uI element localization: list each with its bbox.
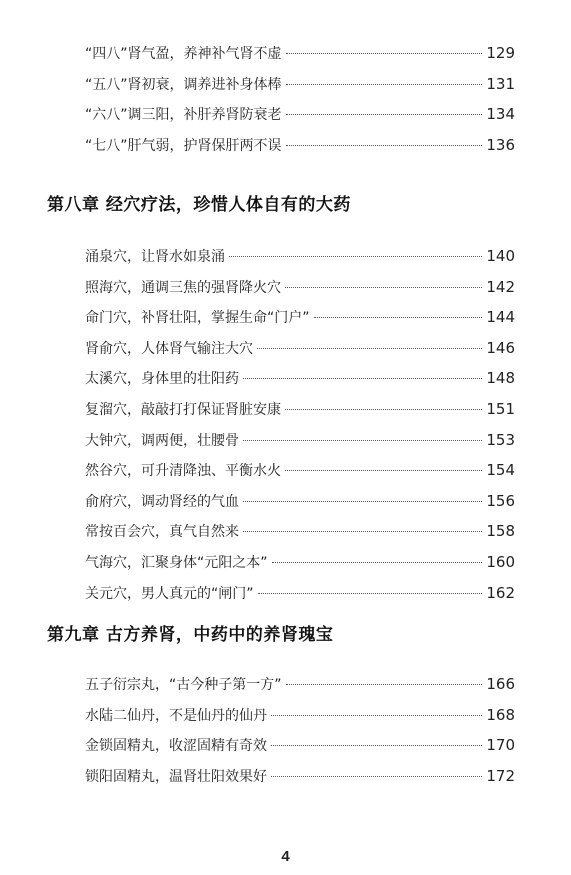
toc-entry-title: 涌泉穴，让肾水如泉涌 — [85, 249, 225, 265]
toc-entry-page: 172 — [486, 766, 515, 785]
toc-entry-title: 五子衍宗丸，“古今种子第一方” — [85, 677, 282, 693]
toc-entry-title: 命门穴，补肾壮阳，掌握生命“门户” — [85, 310, 310, 327]
dot-leader — [314, 317, 483, 318]
toc-group-2 — [85, 241, 515, 608]
toc-group-1 — [85, 38, 515, 160]
dot-leader — [243, 531, 482, 532]
toc-entry-title: “四八”肾气盈，养神补气肾不虚 — [85, 46, 282, 62]
toc-entry-page: 162 — [486, 583, 515, 602]
toc-entry-page: 134 — [486, 105, 515, 124]
toc-entry-page: 129 — [486, 44, 515, 62]
toc-entry-title: 然谷穴，可升清降浊、平衡水火 — [85, 463, 281, 480]
toc-entry[interactable] — [85, 272, 515, 303]
toc-entry-page: 140 — [486, 247, 515, 265]
dot-leader — [285, 470, 482, 471]
toc-entry-page: 154 — [486, 461, 515, 480]
toc-entry[interactable] — [85, 425, 515, 456]
toc-entry-page: 156 — [486, 491, 515, 510]
toc-entry-title: 复溜穴，敲敲打打保证肾脏安康 — [85, 401, 281, 418]
toc-entry[interactable] — [85, 38, 515, 69]
dot-leader — [285, 409, 482, 410]
toc-entry-page: 160 — [486, 552, 515, 571]
dot-leader — [229, 256, 482, 257]
dot-leader — [286, 684, 483, 685]
toc-entry[interactable] — [85, 578, 515, 609]
toc-entry-title: 俞府穴，调动肾经的气血 — [85, 493, 239, 510]
page-number: 4 — [281, 848, 290, 865]
dot-leader — [258, 593, 483, 594]
toc-entry-page: 136 — [486, 135, 515, 154]
toc-entry-title: 锁阳固精丸，温肾壮阳效果好 — [85, 768, 267, 785]
dot-leader — [257, 348, 482, 349]
dot-leader — [286, 114, 483, 115]
toc-entry-page: 144 — [486, 308, 515, 327]
toc-entry[interactable] — [85, 516, 515, 547]
dot-leader — [243, 440, 482, 441]
toc-entry[interactable] — [85, 241, 515, 272]
toc-entry-page: 158 — [486, 522, 515, 541]
toc-entry-page: 146 — [486, 338, 515, 357]
dot-leader — [286, 84, 483, 85]
toc-entry[interactable] — [85, 333, 515, 364]
toc-entry[interactable] — [85, 730, 515, 761]
dot-leader — [271, 776, 482, 777]
toc-entry-title: 太溪穴，身体里的壮阳药 — [85, 371, 239, 388]
toc-entry[interactable] — [85, 486, 515, 517]
toc-entry-page: 148 — [486, 369, 515, 388]
toc-entry[interactable] — [85, 669, 515, 700]
toc-entry[interactable] — [85, 99, 515, 130]
dot-leader — [243, 378, 482, 379]
toc-entry-page: 131 — [486, 74, 515, 93]
toc-entry-title: 照海穴，通调三焦的强肾降火穴 — [85, 279, 281, 296]
dot-leader — [271, 715, 482, 716]
dot-leader — [271, 745, 482, 746]
toc-entry-page: 142 — [486, 277, 515, 296]
toc-entry[interactable] — [85, 455, 515, 486]
toc-entry-title: 肾俞穴，人体肾气输注大穴 — [85, 340, 253, 357]
toc-entry-title: “五八”肾初衰，调养进补身体棒 — [85, 76, 282, 93]
dot-leader — [286, 145, 483, 146]
chapter-heading[interactable]: 第八章 经穴疗法，珍惜人体自有的大药 — [47, 195, 351, 215]
toc-entry[interactable] — [85, 302, 515, 333]
toc-entry-page: 151 — [486, 399, 515, 418]
toc-entry[interactable] — [85, 700, 515, 731]
toc-entry[interactable] — [85, 363, 515, 394]
dot-leader — [272, 562, 483, 563]
toc-entry[interactable] — [85, 394, 515, 425]
toc-entry-title: 气海穴，汇聚身体“元阳之本” — [85, 554, 268, 571]
toc-entry-page: 168 — [486, 705, 515, 724]
dot-leader — [243, 501, 482, 502]
dot-leader — [285, 287, 482, 288]
toc-entry-page: 170 — [486, 736, 515, 755]
toc-entry-title: 关元穴，男人真元的“闸门” — [85, 585, 254, 602]
toc-group-3 — [85, 669, 515, 791]
toc-entry[interactable] — [85, 130, 515, 161]
toc-entry-title: 金锁固精丸，收涩固精有奇效 — [85, 738, 267, 755]
toc-entry-title: 水陆二仙丹，不是仙丹的仙丹 — [85, 707, 267, 724]
chapter-heading[interactable]: 第九章 古方养肾，中药中的养肾瑰宝 — [47, 625, 334, 645]
toc-entry[interactable] — [85, 761, 515, 792]
toc-entry[interactable] — [85, 547, 515, 578]
toc-entry-title: “六八”调三阳，补肝养肾防衰老 — [85, 107, 282, 124]
toc-entry-title: 常按百会穴，真气自然来 — [85, 524, 239, 541]
toc-entry-title: “七八”肝气弱，护肾保肝两不误 — [85, 137, 282, 154]
toc-entry[interactable] — [85, 69, 515, 100]
toc-entry-page: 153 — [486, 430, 515, 449]
toc-entry-page: 166 — [486, 675, 515, 693]
toc-entry-title: 大钟穴，调两便，壮腰骨 — [85, 432, 239, 449]
dot-leader — [286, 53, 483, 54]
